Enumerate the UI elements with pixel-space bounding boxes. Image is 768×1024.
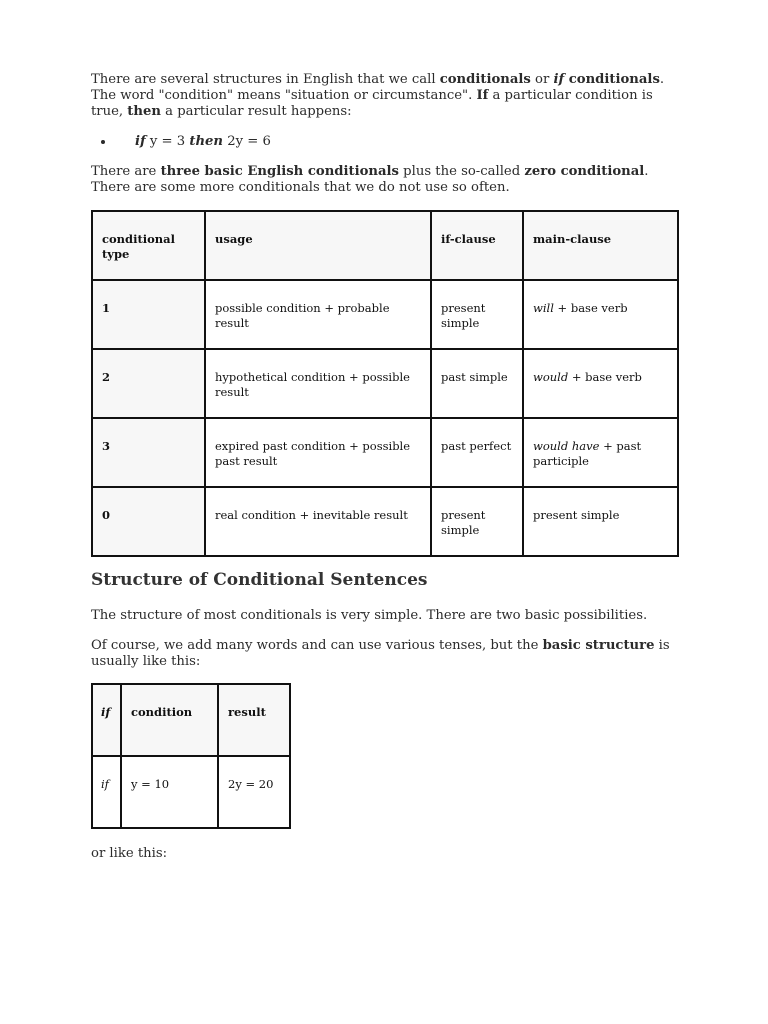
intro-text-4: a particular result happens:	[160, 104, 352, 119]
example-item	[115, 134, 271, 150]
term-then-bold: then	[127, 104, 161, 119]
main-clause-cell	[523, 280, 678, 349]
type-cell: 3	[92, 418, 205, 487]
if-clause-cell: past perfect	[431, 418, 523, 487]
header-cell: if-clause	[431, 211, 523, 280]
main-clause-rest: present simple	[533, 508, 620, 522]
if-clause-cell: present simple	[431, 280, 523, 349]
table-header-row	[92, 211, 678, 280]
table-row	[92, 280, 678, 349]
if-header-cell: if	[92, 684, 121, 756]
types-text-3: . There are some more conditionals that we do not use so often.	[91, 164, 649, 195]
table-row	[92, 418, 678, 487]
main-clause-rest: + base verb	[568, 370, 642, 384]
type-cell: 2	[92, 349, 205, 418]
header-cell: usage	[205, 211, 431, 280]
term-three-basic: three basic English conditionals	[160, 164, 399, 179]
conditionals-table	[91, 210, 679, 557]
example-expr-2: 2y = 6	[223, 134, 271, 149]
types-text-1: There are	[91, 164, 161, 179]
result-cell: 2y = 20	[218, 756, 290, 828]
example-expr-1: y = 3	[145, 134, 190, 149]
structure-header-row	[92, 684, 290, 756]
or-like-this-paragraph: or like this:	[91, 846, 168, 861]
header-cell: main-clause	[523, 211, 678, 280]
main-clause-cell	[523, 418, 678, 487]
condition-cell: y = 10	[121, 756, 218, 828]
term-if-conditionals: conditionals	[564, 72, 660, 87]
main-clause-italic: would	[533, 370, 569, 384]
term-if: if	[553, 72, 565, 87]
usage-cell: hypothetical condition + possible result	[205, 349, 431, 418]
structure-row	[92, 756, 290, 828]
structure-paragraph: The structure of most conditionals is very simple. There are two basic possibilities.	[91, 608, 648, 623]
type-cell: 1	[92, 280, 205, 349]
main-clause-italic: would have	[533, 439, 600, 453]
condition-header-cell: condition	[121, 684, 218, 756]
usage-cell: expired past condition + possible past result	[205, 418, 431, 487]
basic-text-1: Of course, we add many words and can use various tenses, but the	[91, 638, 543, 653]
if-clause-cell: past simple	[431, 349, 523, 418]
types-paragraph	[91, 164, 681, 196]
main-clause-rest: + base verb	[553, 301, 628, 315]
main-clause-rest: + past participle	[533, 439, 642, 468]
types-text-2: plus the so-called	[398, 164, 525, 179]
intro-text-1: There are several structures in English that we call	[91, 72, 440, 87]
usage-cell: real condition + inevitable result	[205, 487, 431, 556]
if-clause-cell: present simple	[431, 487, 523, 556]
intro-text-2: . The word "condition" means "situation or circumstance".	[91, 72, 665, 103]
example-if: if	[135, 134, 146, 149]
table-row	[92, 349, 678, 418]
term-zero-conditional: zero conditional	[524, 164, 645, 179]
header-cell: conditional type	[92, 211, 205, 280]
structure-table	[91, 683, 291, 829]
intro-text-or: or	[530, 72, 554, 87]
basic-text-2: is usually like this:	[91, 638, 670, 669]
basic-structure-paragraph	[91, 638, 681, 670]
type-cell: 0	[92, 487, 205, 556]
main-clause-cell	[523, 487, 678, 556]
example-list	[91, 134, 271, 150]
term-conditionals: conditionals	[439, 72, 531, 87]
table-row	[92, 487, 678, 556]
term-if-bold: If	[476, 88, 489, 103]
main-clause-cell	[523, 349, 678, 418]
usage-cell: possible condition + probable result	[205, 280, 431, 349]
main-clause-italic: will	[533, 301, 554, 315]
result-header-cell: result	[218, 684, 290, 756]
intro-text-3: a particular condition is true,	[91, 88, 653, 119]
section-heading: Structure of Conditional Sentences	[91, 570, 428, 590]
term-basic-structure: basic structure	[542, 638, 655, 653]
example-then: then	[189, 134, 224, 149]
intro-paragraph	[91, 72, 681, 120]
if-cell: if	[92, 756, 121, 828]
